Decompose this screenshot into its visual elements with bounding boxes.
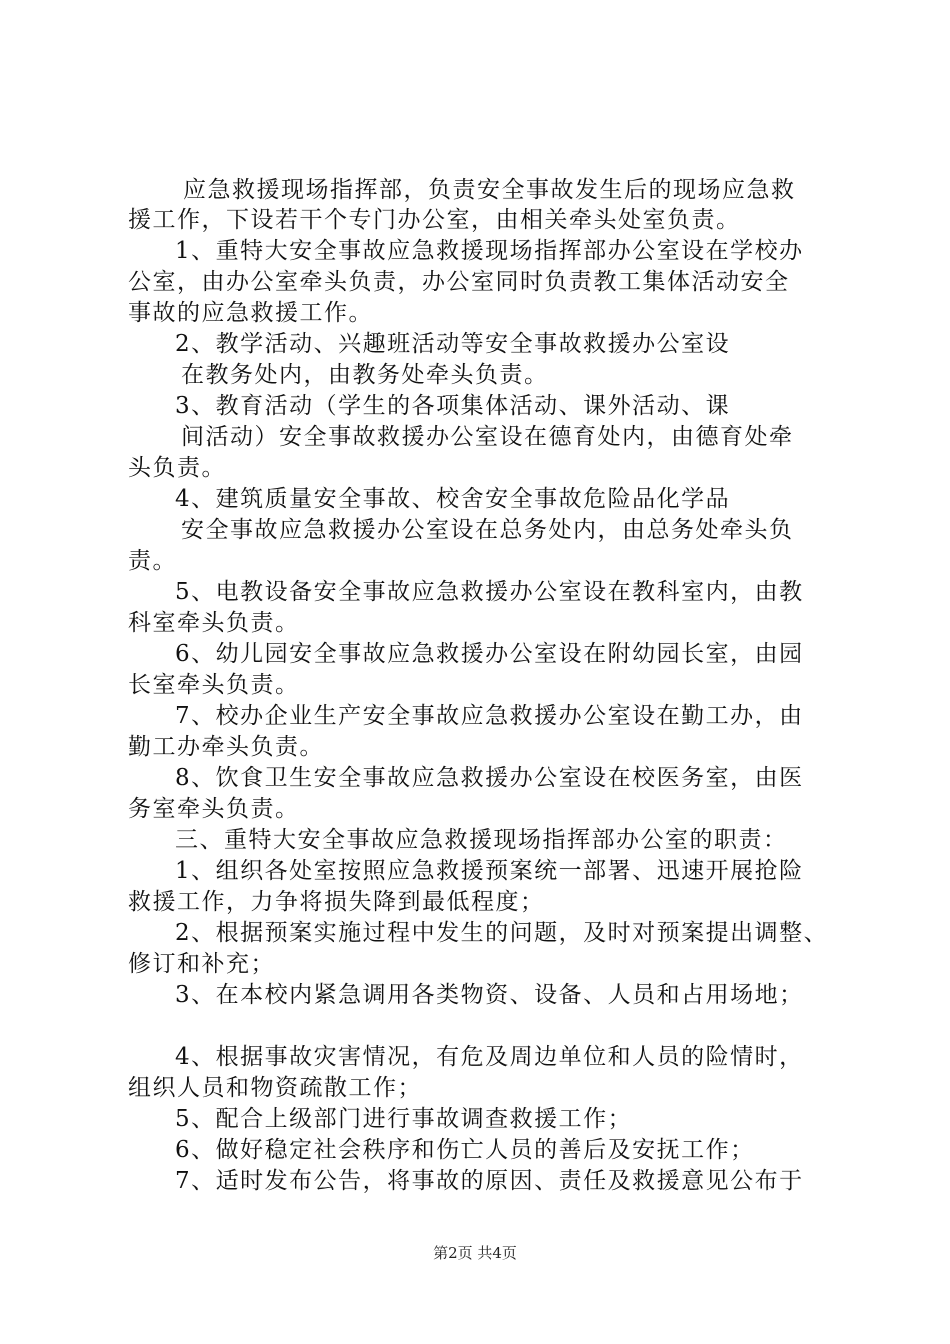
text-line: 在教务处内，由教务处牵头负责。 bbox=[181, 362, 549, 388]
text-line: 5、电教设备安全事故应急救援办公室设在教科室内，由教 bbox=[175, 579, 804, 605]
text-line: 3、教育活动（学生的各项集体活动、课外活动、课 bbox=[175, 393, 731, 419]
text-line: 头负责。 bbox=[128, 455, 226, 481]
text-line: 三、重特大安全事故应急救援现场指挥部办公室的职责： bbox=[175, 827, 788, 853]
text-line: 6、幼儿园安全事故应急救援办公室设在附幼园长室，由园 bbox=[175, 641, 804, 667]
text-line: 长室牵头负责。 bbox=[128, 672, 300, 698]
text-line: 应急救援现场指挥部，负责安全事故发生后的现场应急救 bbox=[183, 177, 796, 203]
text-line: 事故的应急救援工作。 bbox=[128, 300, 373, 326]
text-line: 安全事故应急救援办公室设在总务处内，由总务处牵头负 bbox=[181, 517, 794, 543]
text-line: 5、配合上级部门进行事故调查救援工作； bbox=[175, 1106, 633, 1132]
text-line: 6、做好稳定社会秩序和伤亡人员的善后及安抚工作； bbox=[175, 1137, 755, 1163]
page-indicator: 第2页 共4页 bbox=[433, 1244, 517, 1262]
text-line: 公室，由办公室牵头负责，办公室同时负责教工集体活动安全 bbox=[128, 269, 790, 295]
page-footer bbox=[0, 1243, 950, 1263]
text-line: 援工作，下设若干个专门办公室，由相关牵头处室负责。 bbox=[128, 207, 741, 233]
text-line: 1、组织各处室按照应急救援预案统一部署、迅速开展抢险 bbox=[175, 858, 804, 884]
text-line: 2、教学活动、兴趣班活动等安全事故救援办公室设 bbox=[175, 331, 731, 357]
text-line: 7、校办企业生产安全事故应急救援办公室设在勤工办，由 bbox=[175, 703, 804, 729]
text-line: 4、建筑质量安全事故、校舍安全事故危险品化学品 bbox=[175, 486, 731, 512]
text-line: 3、在本校内紧急调用各类物资、设备、人员和占用场地； bbox=[175, 982, 804, 1008]
text-line: 组织人员和物资疏散工作； bbox=[128, 1075, 422, 1101]
text-line: 间活动）安全事故救援办公室设在德育处内，由德育处牵 bbox=[181, 424, 794, 450]
text-line: 4、根据事故灾害情况，有危及周边单位和人员的险情时， bbox=[175, 1044, 804, 1070]
text-line: 救援工作，力争将损失降到最低程度； bbox=[128, 889, 545, 915]
text-line: 科室牵头负责。 bbox=[128, 610, 300, 636]
text-line: 7、适时发布公告，将事故的原因、责任及救援意见公布于 bbox=[175, 1168, 804, 1194]
text-line: 勤工办牵头负责。 bbox=[128, 734, 324, 760]
text-line: 务室牵头负责。 bbox=[128, 796, 300, 822]
text-line: 8、饮食卫生安全事故应急救援办公室设在校医务室，由医 bbox=[175, 765, 804, 791]
text-line: 责。 bbox=[128, 548, 177, 574]
text-line: 2、根据预案实施过程中发生的问题，及时对预案提出调整、 bbox=[175, 920, 829, 946]
text-line: 1、重特大安全事故应急救援现场指挥部办公室设在学校办 bbox=[175, 238, 804, 264]
text-line: 修订和补充； bbox=[128, 951, 275, 977]
